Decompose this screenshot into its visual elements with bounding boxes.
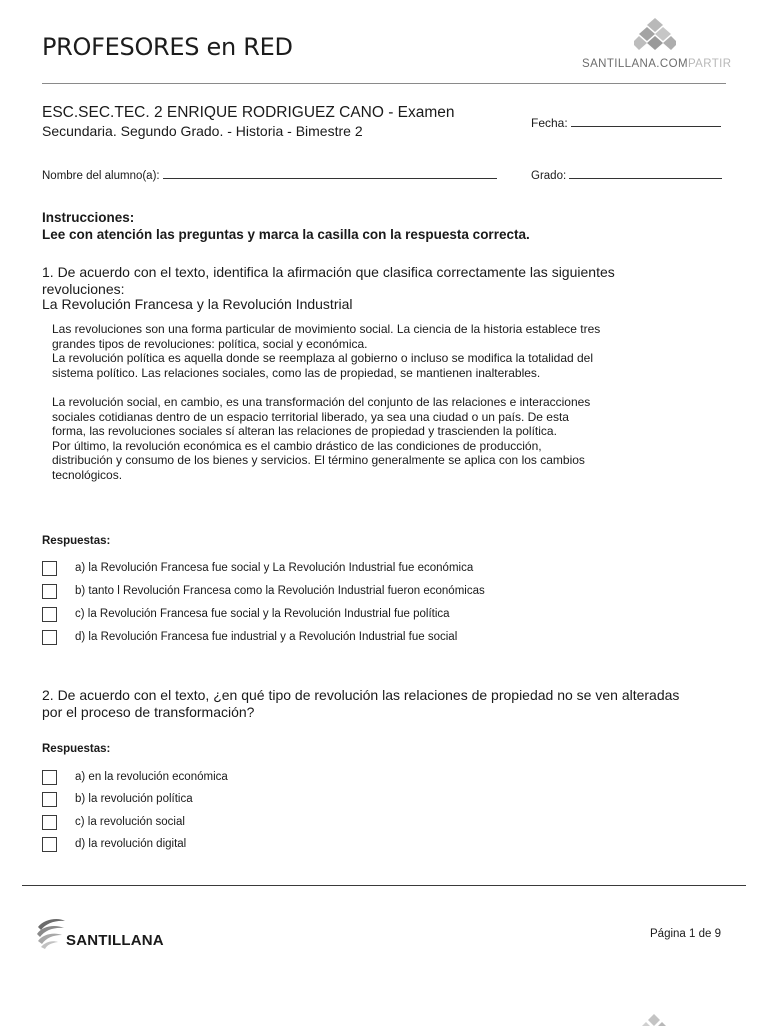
instructions-text: Lee con atención las preguntas y marca la casilla con la respuesta correcta. bbox=[42, 227, 530, 242]
grade-blank[interactable] bbox=[569, 167, 722, 179]
santillana-swirl-logo-icon bbox=[36, 917, 66, 951]
grade-field[interactable] bbox=[531, 167, 722, 182]
option-label: d) la Revolución Francesa fue industrial y a Revolución Industrial fue social bbox=[75, 631, 458, 643]
option-label: b) tanto l Revolución Francesa como la Revolución Industrial fueron económicas bbox=[75, 585, 485, 597]
question-1-subtitle: La Revolución Francesa y la Revolución Industrial bbox=[42, 296, 353, 312]
checkbox[interactable] bbox=[42, 561, 57, 576]
instructions bbox=[42, 209, 530, 243]
question-1-answers-label: Respuestas: bbox=[42, 535, 111, 547]
passage-paragraph: Las revoluciones son una forma particular de movimiento social. La ciencia de la historia establece tres grandes tipos de revoluciones: política, social y económica. bbox=[52, 322, 601, 351]
date-field[interactable] bbox=[531, 115, 721, 130]
header-divider bbox=[42, 83, 726, 84]
page-number: Página 1 de 9 bbox=[650, 928, 721, 940]
question-1-text: 1. De acuerdo con el texto, identifica la afirmación que clasifica correctamente las siguientes revoluciones: bbox=[42, 264, 615, 297]
grade-label: Grado: bbox=[531, 170, 567, 182]
checkbox[interactable] bbox=[42, 792, 57, 807]
student-name-label: Nombre del alumno(a): bbox=[42, 170, 160, 182]
logo-text-main: SANTILLANA.COM bbox=[582, 58, 688, 70]
checkbox[interactable] bbox=[42, 815, 57, 830]
question-2-text: 2. De acuerdo con el texto, ¿en qué tipo de revolución las relaciones de propiedad no se ven alteradas por el proceso de transformación? bbox=[42, 687, 680, 720]
student-name-field[interactable] bbox=[42, 167, 497, 182]
exam-subtitle: Secundaria. Segundo Grado. - Historia - Bimestre 2 bbox=[42, 123, 363, 139]
option-label: c) la Revolución Francesa fue social y la Revolución Industrial fue política bbox=[75, 608, 450, 620]
logo-text-light: PARTIR bbox=[687, 58, 732, 70]
option-label: a) en la revolución económica bbox=[75, 771, 228, 783]
checkbox[interactable] bbox=[42, 630, 57, 645]
reading-passage bbox=[52, 322, 604, 483]
santillana-compartir-logo-icon bbox=[634, 18, 676, 54]
date-label: Fecha: bbox=[531, 116, 568, 130]
instructions-title: Instrucciones: bbox=[42, 210, 135, 225]
passage-paragraph: La revolución social, en cambio, es una transformación del conjunto de las relaciones e interacciones sociales cotidianas dentro de un espacio territorial liberado, ya sea una ciudad o un país. De esta forma, las revoluciones sociales sí alteran las relaciones de propiedad y trascienden la política. bbox=[52, 394, 591, 439]
passage-paragraph: Por último, la revolución económica es el cambio drástico de las condiciones de producción, distribución y consumo de los bienes y servicios. El término generalmente se aplica con los cambios tecnológicos. bbox=[52, 438, 585, 482]
school-title: ESC.SEC.TEC. 2 ENRIQUE RODRIGUEZ CANO - Examen bbox=[42, 104, 455, 121]
option-label: d) la revolución digital bbox=[75, 838, 187, 850]
student-name-blank[interactable] bbox=[163, 167, 497, 179]
checkbox[interactable] bbox=[42, 770, 57, 785]
option-label: a) la Revolución Francesa fue social y La Revolución Industrial fue económica bbox=[75, 562, 474, 574]
checkbox[interactable] bbox=[42, 584, 57, 599]
footer-divider bbox=[22, 885, 746, 886]
passage-paragraph: La revolución política es aquella donde se reemplaza al gobierno o incluso se modifica la totalidad del sistema político. Las relaciones sociales, como las de propiedad, se mantienen inalterables. bbox=[52, 351, 594, 380]
logo-text bbox=[582, 58, 731, 70]
checkbox[interactable] bbox=[42, 837, 57, 852]
date-blank[interactable] bbox=[571, 115, 721, 127]
checkbox[interactable] bbox=[42, 607, 57, 622]
footer-brand: SANTILLANA bbox=[66, 932, 164, 949]
option-label: c) la revolución social bbox=[75, 816, 185, 828]
option-label: b) la revolución política bbox=[75, 793, 193, 805]
question-2-answers-label: Respuestas: bbox=[42, 743, 111, 755]
header-brand-title: PROFESORES en RED bbox=[42, 33, 293, 61]
